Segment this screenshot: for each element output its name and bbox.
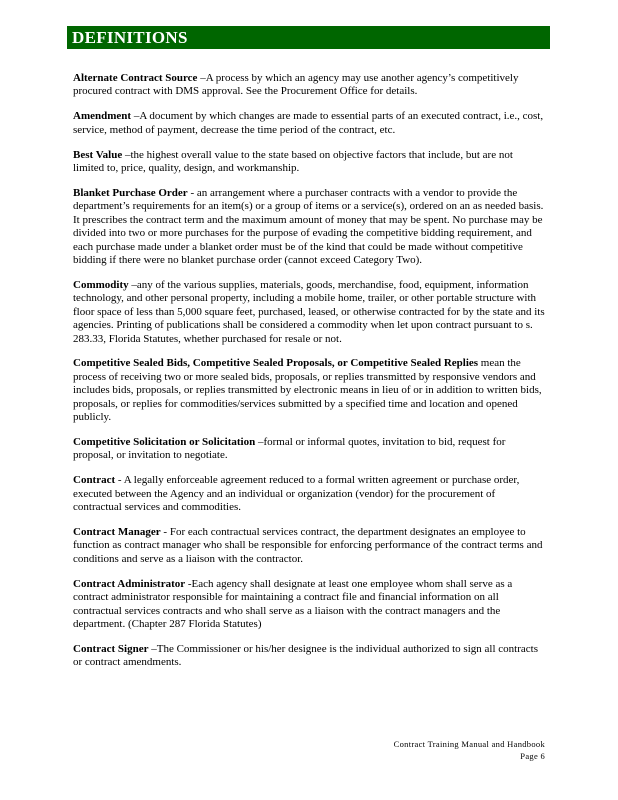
definition-text: - an arrangement where a purchaser contracts with a vendor to provide the department’s requirements for an item(s) or a group of items or a service(s), ordered on an as needed basis. It prescribes the contract term and the maximum amount of money that may be spent. No purchase may be divided into two or more purchases for the purpose of evading the competitive bidding requirement, and each purchase made under a blanket order must be of the kind that could be made without competitive bidding if there were no blanket purchase order (cannot exceed Category Two). (73, 186, 544, 266)
definition-term: Best Value (73, 148, 123, 161)
definition-text: - For each contractual services contract, the department designates an employee to function as contract manager who shall be responsible for enforcing performance of the contract terms and conditions and serve as a liaison with the contractor. (73, 525, 543, 565)
definition-text: –The Commissioner or his/her designee is the individual authorized to sign all contracts or contract amendments. (73, 642, 538, 669)
definition-term: Competitive Sealed Bids, Competitive Sealed Proposals, or Competitive Sealed Replies (73, 357, 479, 370)
definition-entry (73, 279, 545, 346)
definition-term: Amendment (73, 110, 132, 123)
definition-entry (73, 72, 545, 99)
definitions-list (73, 72, 545, 681)
definition-text: mean the process of receiving two or more sealed bids, proposals, or replies transmitted by responsive vendors and includes bids, proposals, or replies transmitted by electronic means in lieu of or in addition to written bids, proposals, or replies for commodities/services submitted by a specified time and location and opened publicly. (73, 357, 542, 424)
definition-term: Contract Signer (73, 642, 149, 655)
definition-term: Alternate Contract Source (73, 72, 198, 84)
definition-term: Contract Manager (73, 525, 161, 538)
definition-term: Competitive Solicitation or Solicitation (73, 435, 256, 448)
definition-text: –A process by which an agency may use another agency’s competitively procured contract with DMS approval. See the Procurement Office for details. (73, 72, 519, 98)
definition-entry (73, 474, 545, 514)
definition-entry (73, 436, 545, 463)
page-footer (380, 738, 545, 762)
definition-entry (73, 578, 545, 632)
section-title: DEFINITIONS (72, 27, 188, 47)
definition-text: –the highest overall value to the state based on objective factors that include, but are not limited to, price, quality, design, and workmanship. (73, 148, 513, 175)
section-header-bar (67, 26, 550, 49)
definition-entry (73, 149, 545, 176)
definition-entry (73, 357, 545, 424)
page-number: Page 6 (520, 751, 545, 761)
definition-text: -Each agency shall designate at least one employee whom shall serve as a contract administrator responsible for maintaining a contract file and financial information on all contractual services contracts and who shall serve as a liaison with the contract managers and the department. (Chapter 287 Florida Statutes) (73, 577, 513, 630)
definition-entry (73, 643, 545, 670)
definition-entry (73, 110, 545, 137)
definition-term: Commodity (73, 278, 129, 291)
definition-text: –any of the various supplies, materials, goods, merchandise, food, equipment, information technology, and other personal property, including a mobile home, trailer, or other portable structure with floor space of less than 5,000 square feet, purchased, leased, or otherwise contracted for by the state and its agencies. Printing of publications shall be considered a commodity when let upon contract pursuant to s. 283.33, Florida Statutes, whether purchased for resale or not. (73, 278, 545, 345)
manual-title: Contract Training Manual and Handbook (393, 739, 545, 749)
definition-text: - A legally enforceable agreement reduced to a formal written agreement or purchase order, executed between the Agency and an individual or organization (vendor) for the procurement of contractual services and commodities. (73, 474, 520, 514)
definition-text: –formal or informal quotes, invitation to bid, request for proposal, or invitation to negotiate. (73, 435, 506, 462)
definition-term: Contract (73, 474, 116, 487)
definition-term: Contract Administrator (73, 577, 186, 590)
definition-entry (73, 187, 545, 267)
definition-term: Blanket Purchase Order (73, 186, 188, 199)
definition-entry (73, 526, 545, 566)
definition-text: –A document by which changes are made to essential parts of an executed contract, i.e., cost, service, method of payment, decrease the time period of the contract, etc. (73, 110, 544, 136)
